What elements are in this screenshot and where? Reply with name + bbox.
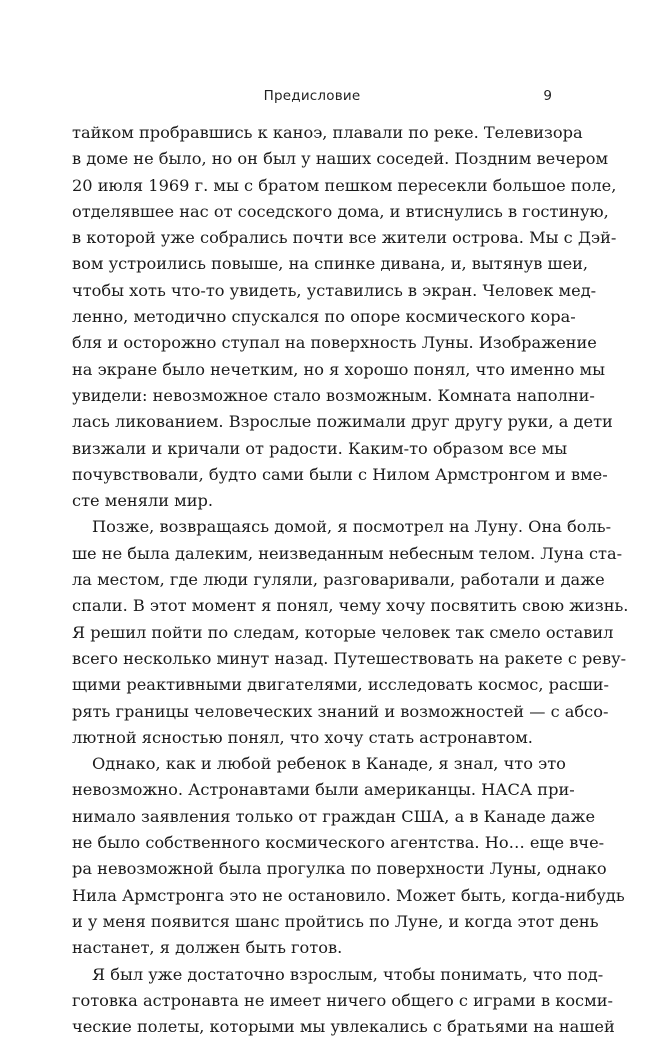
text-line: в доме не было, но он был у наших соседей. Поздним вечером: [72, 146, 553, 172]
text-line: вом устроились повыше, на спинке дивана, и, вытянув шеи,: [72, 251, 553, 277]
text-line: визжали и кричали от радости. Каким-то образом все мы: [72, 436, 553, 462]
text-line: щими реактивными двигателями, исследовать космос, расши-: [72, 672, 553, 698]
running-title: Предисловие: [72, 88, 552, 104]
text-line: увидели: невозможное стало возможным. Комната наполни-: [72, 383, 553, 409]
text-line: в которой уже собрались почти все жители острова. Мы с Дэй-: [72, 225, 553, 251]
text-line: настанет, я должен быть готов.: [72, 935, 553, 961]
text-line: тайком пробравшись к каноэ, плавали по реке. Телевизора: [72, 120, 553, 146]
text-line: на экране было нечетким, но я хорошо понял, что именно мы: [72, 357, 553, 383]
text-line: Я решил пойти по следам, которые человек так смело оставил: [72, 620, 553, 646]
running-head: [72, 88, 552, 110]
text-line: рять границы человеческих знаний и возможностей — с абсо-: [72, 699, 553, 725]
text-line: Нила Армстронга это не остановило. Может быть, когда-нибудь: [72, 883, 553, 909]
paragraph: [72, 514, 553, 751]
text-line: ше не была далеким, неизведанным небесным телом. Луна ста-: [72, 541, 553, 567]
text-line: бля и осторожно ступал на поверхность Луны. Изображение: [72, 330, 553, 356]
text-line: ра невозможной была прогулка по поверхности Луны, однако: [72, 856, 553, 882]
text-line: всего несколько минут назад. Путешествовать на ракете с реву-: [72, 646, 553, 672]
text-line: ленно, методично спускался по опоре космического кора-: [72, 304, 553, 330]
page-number: 9: [543, 88, 552, 104]
body-text: [72, 120, 553, 1040]
text-line: лютной ясностью понял, что хочу стать астронавтом.: [72, 725, 553, 751]
paragraph: [72, 962, 553, 1040]
text-line: 20 июля 1969 г. мы с братом пешком пересекли большое поле,: [72, 173, 553, 199]
text-line: Я был уже достаточно взрослым, чтобы понимать, что под-: [72, 962, 553, 988]
text-line: не было собственного космического агентства. Но… еще вче-: [72, 830, 553, 856]
paragraph: [72, 120, 553, 514]
text-line: спали. В этот момент я понял, чему хочу посвятить свою жизнь.: [72, 593, 553, 619]
text-line: готовка астронавта не имеет ничего общего с играми в косми-: [72, 988, 553, 1014]
text-line: Позже, возвращаясь домой, я посмотрел на Луну. Она боль-: [72, 514, 553, 540]
text-line: Однако, как и любой ребенок в Канаде, я знал, что это: [72, 751, 553, 777]
text-line: лась ликованием. Взрослые пожимали друг другу руки, а дети: [72, 409, 553, 435]
text-line: отделявшее нас от соседского дома, и втиснулись в гостиную,: [72, 199, 553, 225]
text-line: чтобы хоть что-то увидеть, уставились в экран. Человек мед-: [72, 278, 553, 304]
paragraph: [72, 751, 553, 961]
text-line: и у меня появится шанс пройтись по Луне, и когда этот день: [72, 909, 553, 935]
text-line: сте меняли мир.: [72, 488, 553, 514]
text-line: ла местом, где люди гуляли, разговаривали, работали и даже: [72, 567, 553, 593]
text-line: почувствовали, будто сами были с Нилом Армстронгом и вме-: [72, 462, 553, 488]
text-line: ческие полеты, которыми мы увлекались с братьями на нашей: [72, 1014, 553, 1040]
text-line: невозможно. Астронавтами были американцы. НАСА при-: [72, 777, 553, 803]
text-line: нимало заявления только от граждан США, а в Канаде даже: [72, 804, 553, 830]
